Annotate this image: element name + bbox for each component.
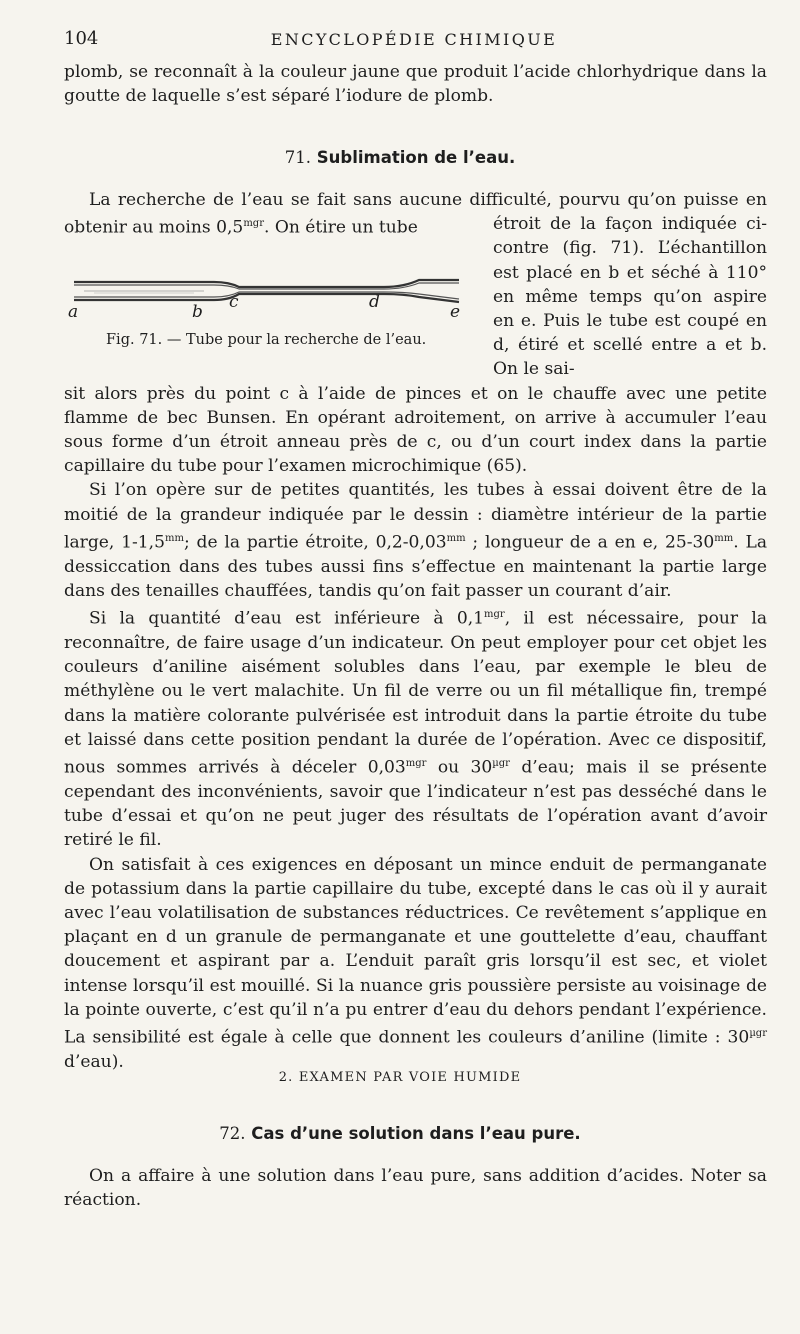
paragraph-2 — [64, 478, 767, 603]
p2-t3: ; longueur de a en e, 25-30 — [465, 532, 715, 553]
section-71-title: Sublimation de l’eau. — [316, 148, 516, 167]
p3-t2: , il est nécessaire, pour la reconnaître, de faire usage d’un indicateur. On peut employer pour cet objet les couleurs d’aniline aisément solubles dans l’eau, par exemple le bleu de méthylène ou le vert malachite. Un fil de verre ou un fil métallique fin, trempé dans la matière colorante pulvérisée est introduit dans la partie étroite du tube et laissé dans cette position pendant la durée de l’opération. Avec ce dispositif, nous sommes arrivés à déceler 0,03 — [64, 608, 768, 778]
p3-t3: ou 30 — [426, 757, 493, 778]
label-a: a — [68, 302, 79, 322]
label-d: d — [369, 292, 380, 312]
p3-t1: Si la quantité d’eau est inférieure à 0,1 — [89, 608, 485, 629]
p2-t1: Si l’on opère sur de petites quantités, les tubes à essai doivent être de la moitié de la grandeur indiquée par le dessin : diamètre intérieur de la partie large, 1-1,5 — [64, 480, 767, 553]
p1-continuation: sit alors près du point c à l’aide de pinces et on le chauffe avec une petite flamme de bec Bunsen. En opérant adroitement, on arrive à accumuler l’eau sous forme d’un étroit anneau près de c, ou d’un court index dans la partie capillaire du tube pour l’examen microchimique (65). — [64, 383, 767, 477]
page-number: 104 — [64, 28, 99, 49]
section-72-heading — [0, 1124, 800, 1143]
section-72-title: Cas d’une solution dans l’eau pure. — [251, 1124, 581, 1143]
p5-text: On a affaire à une solution dans l’eau pure, sans addition d’acides. Noter sa réaction. — [64, 1166, 767, 1211]
figure-caption: Fig. 71. — Tube pour la recherche de l’eau. — [106, 332, 427, 348]
p2-t2: ; de la partie étroite, 0,2-0,03 — [183, 532, 447, 553]
label-e: e — [450, 302, 461, 322]
label-c: c — [229, 292, 239, 312]
p4-t2: d’eau). — [64, 1051, 124, 1072]
paragraph-3 — [64, 603, 767, 852]
paragraph-4 — [64, 853, 767, 1075]
subsection-2-heading — [0, 1070, 800, 1085]
intro-text: plomb, se reconnaît à la couleur jaune que produit l’acide chlorhydrique dans la goutte de laquelle s’est séparé l’iodure de plomb. — [64, 62, 767, 107]
p3-t4: d’eau; mais il se présente cependant des inconvénients, savoir que l’indicateur n’est pas desséché dans le tube d’essai et qu’on ne peut juger des résultats de l’opération avant d’avoir retiré le fil. — [64, 757, 767, 851]
p2-u2: mm — [446, 532, 466, 544]
paragraph-1 — [64, 188, 767, 1074]
subsection-2-title: EXAMEN PAR VOIE HUMIDE — [298, 1070, 522, 1085]
label-b: b — [192, 302, 203, 322]
p1-unit: mgr — [243, 218, 264, 230]
running-title: ENCYCLOPÉDIE CHIMIQUE — [270, 30, 558, 49]
section-72-number: 72. — [219, 1124, 246, 1143]
subsection-2-number: 2. — [278, 1070, 294, 1085]
p2-u3: mm — [714, 532, 734, 544]
p3-u3: µgr — [492, 758, 510, 770]
section-71-number: 71. — [284, 148, 312, 167]
p3-u2: mgr — [405, 758, 427, 770]
p4-t1: On satisfait à ces exigences en déposant un mince enduit de permanganate de potassium dans la partie capillaire du tube, excepté dans le cas où il y aurait avec l’eau volatilisation de substances réductrices. Ce revêtement s’applique en plaçant en d un granule de permanganate et une gouttelette d’eau, chauffant doucement et aspirant par a. L’enduit paraît gris lorsqu’il est sec, et violet intense lorsqu’il est mouillé. Si la nuance gris poussière persiste au voisinage de la pointe ouverte, c’est qu’il n’a pu entrer d’eau du dehors pendant l’expérience. La sensibilité est égale à celle que donnent les couleurs d’aniline (limite : 30 — [64, 854, 767, 1048]
p2-t4: . La dessiccation dans des tubes aussi fins s’effectue en maintenant la partie large dans des tenailles chauffées, tandis qu’on fait passer un courant d’air. — [64, 532, 768, 601]
p1-float-text: étroit de la façon indiquée ci-contre (fig. 71). L’échantillon est placé en b et séché à 110° en même temps qu’on aspire en e. Puis le tube est coupé en d, étiré et scellé entre a et b. On le sai- — [493, 214, 767, 380]
p1-start-text: La recherche de l’eau se fait sans aucune difficulté, pourvu qu’on puisse en obtenir au moins 0,5 — [64, 190, 767, 238]
p1-after-text: . On étire un tube — [263, 217, 418, 238]
p3-u1: mgr — [484, 609, 505, 621]
running-header — [64, 28, 764, 54]
paragraph-5 — [64, 1164, 767, 1212]
p2-u1: mm — [164, 532, 184, 544]
p4-u1: µgr — [749, 1027, 767, 1039]
section-71-heading — [0, 148, 800, 167]
intro-paragraph — [64, 60, 767, 108]
